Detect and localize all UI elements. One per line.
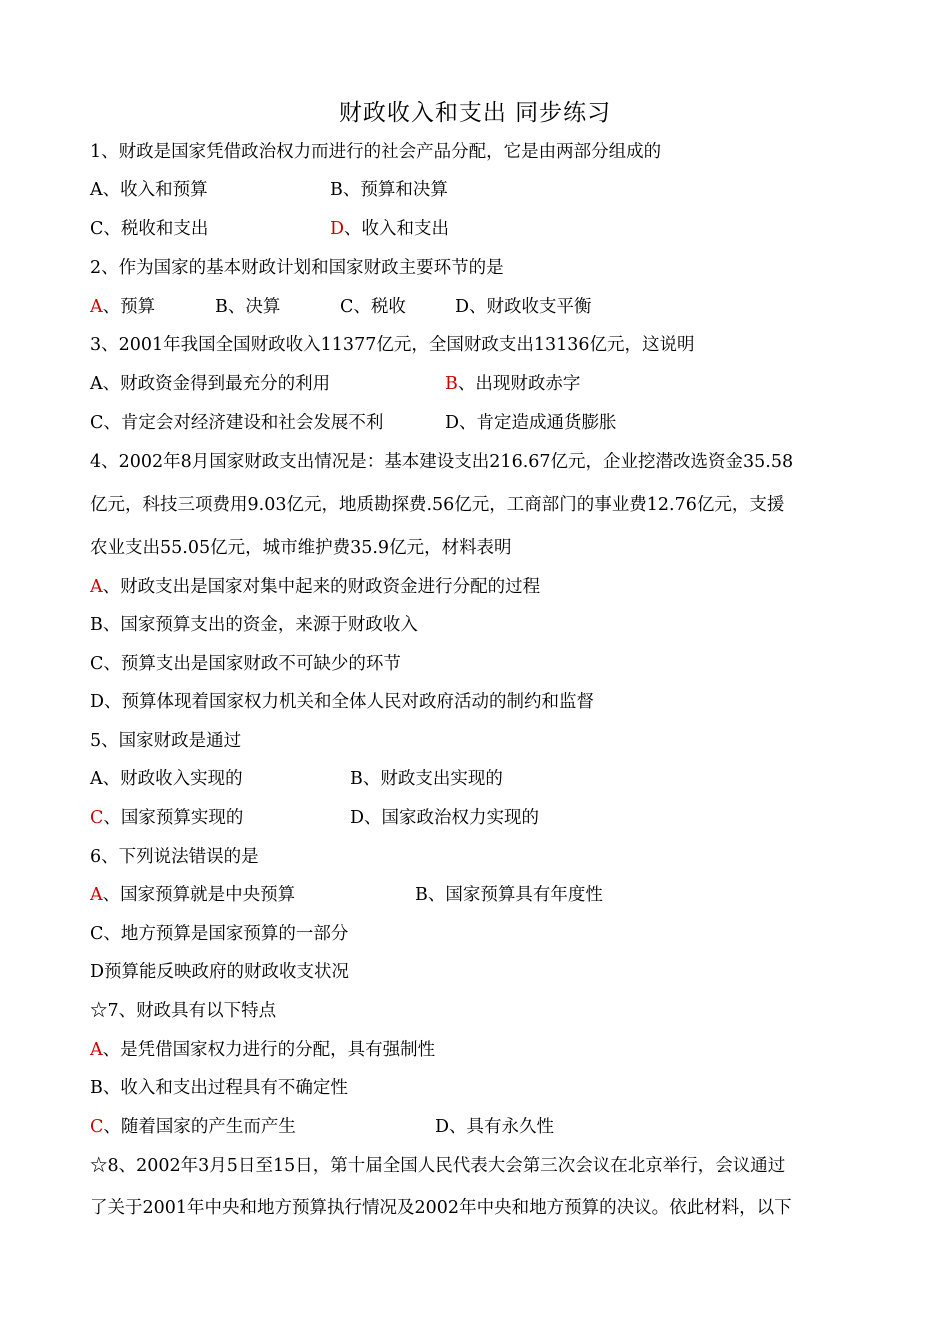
answer-mark: D bbox=[330, 219, 345, 239]
q6-option-a: A、国家预算就是中央预算 bbox=[90, 885, 296, 905]
answer-mark: C bbox=[90, 808, 104, 828]
q3-option-b: B、出现财政赤字 bbox=[445, 374, 581, 394]
question-8-stem-line-2: 了关于2001年中央和地方预算执行情况及2002年中央和地方预算的决议。依此材料，以下 bbox=[90, 1198, 792, 1218]
q3-option-d: D、肯定造成通货膨胀 bbox=[445, 413, 617, 433]
q4-option-b: B、国家预算支出的资金，来源于财政收入 bbox=[90, 615, 418, 635]
q1-option-c: C、税收和支出 bbox=[90, 219, 209, 239]
question-1-stem: 1、财政是国家凭借政治权力而进行的社会产品分配，它是由两部分组成的 bbox=[90, 142, 662, 162]
answer-mark: A bbox=[90, 577, 103, 597]
q3-option-c: C、肯定会对经济建设和社会发展不利 bbox=[90, 413, 384, 433]
q7-option-a: A、是凭借国家权力进行的分配，具有强制性 bbox=[90, 1040, 436, 1060]
q4-option-d: D、预算体现着国家权力机关和全体人民对政府活动的制约和监督 bbox=[90, 692, 595, 712]
q7-option-b: B、收入和支出过程具有不确定性 bbox=[90, 1078, 348, 1098]
q1-option-a: A、收入和预算 bbox=[90, 180, 208, 200]
q2-option-a: A、预算 bbox=[90, 297, 156, 317]
question-6-stem: 6、下列说法错误的是 bbox=[90, 847, 259, 867]
q2-option-d: D、财政收支平衡 bbox=[455, 297, 592, 317]
q7-option-d: D、具有永久性 bbox=[435, 1117, 555, 1137]
answer-mark: A bbox=[90, 1040, 103, 1060]
question-4-stem-line-1: 4、2002年8月国家财政支出情况是：基本建设支出216.67亿元，企业挖潜改选资金35.58 bbox=[90, 452, 794, 472]
document-title: 财政收入和支出 同步练习 bbox=[338, 100, 612, 126]
answer-mark: A bbox=[90, 297, 103, 317]
q2-option-c: C、税收 bbox=[340, 297, 406, 317]
q4-option-c: C、预算支出是国家财政不可缺少的环节 bbox=[90, 654, 401, 674]
question-4-stem-line-3: 农业支出55.05亿元，城市维护费35.9亿元，材料表明 bbox=[90, 538, 512, 558]
q5-option-d: D、国家政治权力实现的 bbox=[350, 808, 540, 828]
answer-mark: B bbox=[445, 374, 458, 394]
question-8-stem-line-1: ☆8、2002年3月5日至15日，第十届全国人民代表大会第三次会议在北京举行，会议通过 bbox=[90, 1156, 786, 1176]
q4-option-a: A、财政支出是国家对集中起来的财政资金进行分配的过程 bbox=[90, 577, 541, 597]
answer-mark: A bbox=[90, 885, 103, 905]
question-7-stem: ☆7、财政具有以下特点 bbox=[90, 1001, 277, 1021]
q5-option-a: A、财政收入实现的 bbox=[90, 769, 243, 789]
q2-option-b: B、决算 bbox=[215, 297, 281, 317]
question-3-stem: 3、2001年我国全国财政收入11377亿元，全国财政支出13136亿元，这说明 bbox=[90, 335, 695, 355]
q6-option-c: C、地方预算是国家预算的一部分 bbox=[90, 924, 349, 944]
q1-option-d: D、收入和支出 bbox=[330, 219, 450, 239]
q5-option-c: C、国家预算实现的 bbox=[90, 808, 244, 828]
question-4-stem-line-2: 亿元，科技三项费用9.03亿元，地质勘探费.56亿元，工商部门的事业费12.76亿元，支援 bbox=[90, 495, 785, 515]
q7-option-c: C、随着国家的产生而产生 bbox=[90, 1117, 296, 1137]
q5-option-b: B、财政支出实现的 bbox=[350, 769, 503, 789]
question-5-stem: 5、国家财政是通过 bbox=[90, 731, 242, 751]
q6-option-b: B、国家预算具有年度性 bbox=[415, 885, 603, 905]
q1-option-b: B、预算和决算 bbox=[330, 180, 448, 200]
question-2-stem: 2、作为国家的基本财政计划和国家财政主要环节的是 bbox=[90, 258, 504, 278]
answer-mark: C bbox=[90, 1117, 104, 1137]
q6-option-d: D预算能反映政府的财政收支状况 bbox=[90, 962, 350, 982]
q3-option-a: A、财政资金得到最充分的利用 bbox=[90, 374, 331, 394]
